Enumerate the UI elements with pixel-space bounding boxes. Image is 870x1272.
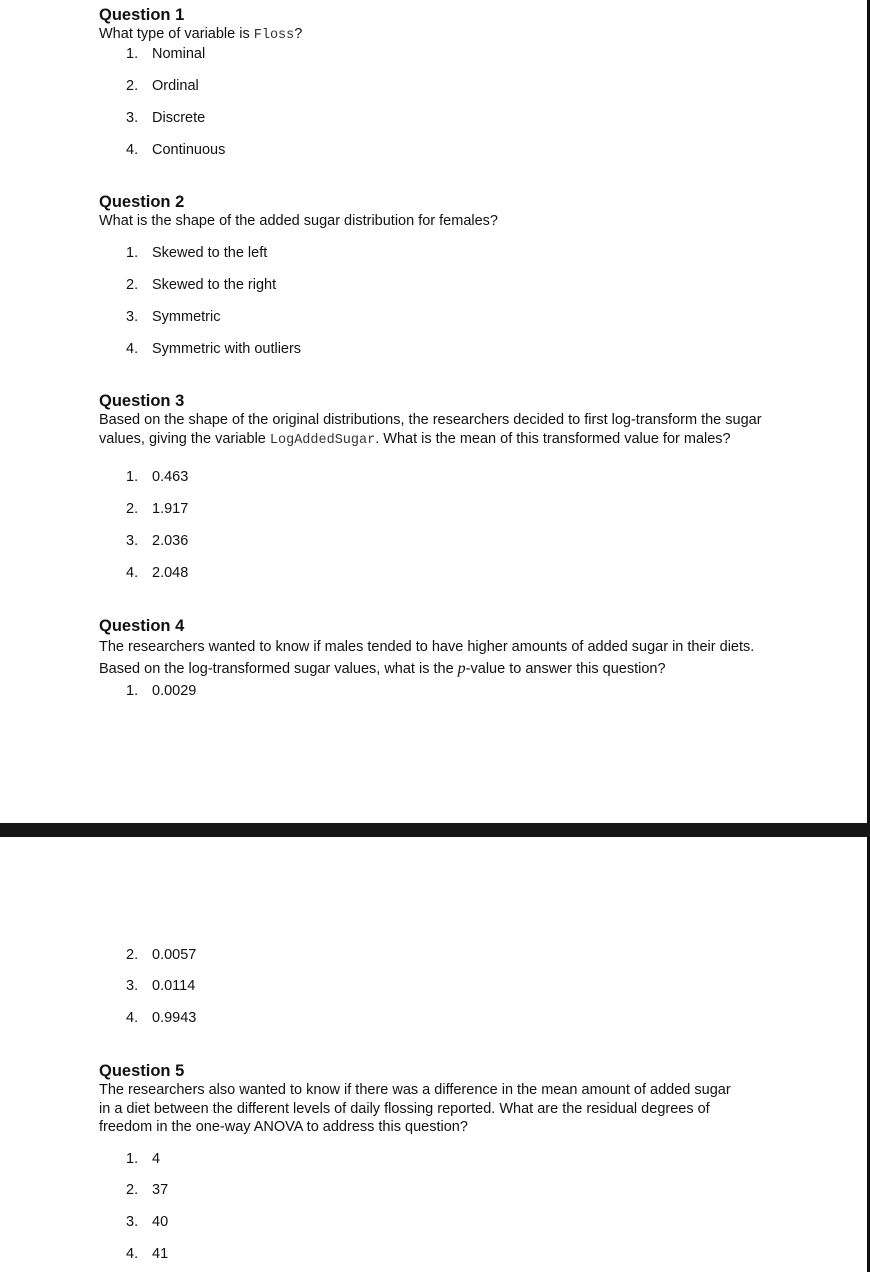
option-number: 4. [126, 565, 139, 581]
option-number: 1. [126, 245, 139, 261]
option-number: 1. [126, 46, 139, 62]
option-label: 0.0057 [152, 947, 197, 963]
option-label: Ordinal [152, 78, 199, 94]
option-number: 1. [126, 683, 139, 699]
option-label: Nominal [152, 46, 206, 62]
question-3-text-part: Based on the shape of the original distributions, the researchers decided to first log-transform the sugar values, giving the variable [99, 412, 762, 447]
q2-option-4[interactable] [126, 340, 301, 358]
q3-option-3[interactable] [126, 532, 188, 550]
q4-option-3[interactable] [126, 977, 195, 995]
question-4-p-symbol: p [457, 660, 466, 677]
question-5 [99, 1062, 739, 1137]
question-3-text-end: . What is the mean of this transformed value for males? [375, 430, 731, 447]
question-1-text-end: ? [294, 26, 303, 42]
q5-option-3[interactable] [126, 1213, 168, 1231]
question-2-text: What is the shape of the added sugar distribution for females? [99, 213, 498, 229]
question-1-variable-code: Floss [253, 28, 295, 43]
option-number: 4. [126, 142, 139, 158]
option-number: 2. [126, 277, 139, 293]
option-label: 37 [152, 1182, 169, 1198]
option-label: Continuous [152, 142, 226, 158]
q5-option-2[interactable] [126, 1181, 168, 1199]
q3-option-2[interactable] [126, 500, 188, 518]
option-number: 4. [126, 1010, 139, 1026]
q1-option-3[interactable] [126, 109, 205, 127]
page-break-divider [0, 823, 870, 837]
option-number: 1. [126, 469, 139, 485]
question-1-text-part: What type of variable is [99, 26, 254, 42]
option-number: 2. [126, 501, 139, 517]
question-4-text-end: -value to answer this question? [465, 661, 666, 677]
option-label: 1.917 [152, 501, 189, 517]
q3-option-4[interactable] [126, 564, 188, 582]
q4-option-4[interactable] [126, 1009, 196, 1027]
q2-option-2[interactable] [126, 276, 276, 294]
question-2-heading: Question 2 [99, 193, 185, 211]
question-1-heading: Question 1 [99, 6, 185, 24]
q3-option-1[interactable] [126, 468, 188, 486]
option-number: 3. [126, 309, 139, 325]
option-label: Discrete [152, 110, 206, 126]
option-number: 2. [126, 947, 139, 963]
option-label: 0.463 [152, 469, 189, 485]
q1-option-4[interactable] [126, 141, 225, 159]
question-3-variable-code: LogAddedSugar [269, 432, 376, 448]
question-1 [99, 6, 779, 46]
q5-option-1[interactable] [126, 1150, 160, 1168]
option-number: 4. [126, 1246, 139, 1262]
question-4-text-part: The researchers wanted to know if males tended to have higher amounts of added sugar in their diets. Based on the log-transformed sugar values, what is the [99, 639, 755, 677]
option-number: 2. [126, 1182, 139, 1198]
option-number: 2. [126, 78, 139, 94]
option-label: Symmetric [152, 309, 221, 325]
question-2 [99, 193, 779, 231]
question-4-heading: Question 4 [99, 617, 185, 635]
question-3 [99, 392, 769, 450]
q1-option-1[interactable] [126, 45, 205, 63]
option-number: 1. [126, 1151, 139, 1167]
option-label: 0.0029 [152, 683, 197, 699]
q4-option-2[interactable] [126, 946, 196, 964]
q2-option-1[interactable] [126, 244, 267, 262]
option-label: Skewed to the right [152, 277, 277, 293]
option-label: 41 [152, 1246, 169, 1262]
question-3-text [99, 411, 769, 450]
option-number: 3. [126, 978, 139, 994]
option-label: 0.0114 [152, 978, 196, 994]
option-number: 3. [126, 1214, 139, 1230]
option-label: 0.9943 [152, 1010, 197, 1026]
q5-option-4[interactable] [126, 1245, 168, 1263]
option-label: 2.048 [152, 565, 189, 581]
question-4 [99, 617, 769, 680]
q2-option-3[interactable] [126, 308, 220, 326]
option-number: 3. [126, 533, 139, 549]
question-5-heading: Question 5 [99, 1062, 185, 1080]
question-1-text [99, 25, 779, 46]
question-4-text [99, 636, 769, 680]
option-label: 4 [152, 1151, 161, 1167]
question-3-heading: Question 3 [99, 392, 185, 410]
option-number: 3. [126, 110, 139, 126]
question-5-text: The researchers also wanted to know if there was a difference in the mean amount of added sugar in a diet between the different levels of daily flossing reported. What are the residual degrees of freedom in the one-way ANOVA to address this question? [99, 1082, 731, 1135]
q1-option-2[interactable] [126, 77, 199, 95]
q4-option-1[interactable] [126, 682, 196, 700]
option-label: 2.036 [152, 533, 189, 549]
option-label: 40 [152, 1214, 169, 1230]
option-label: Symmetric with outliers [152, 341, 302, 357]
option-label: Skewed to the left [152, 245, 268, 261]
option-number: 4. [126, 341, 139, 357]
